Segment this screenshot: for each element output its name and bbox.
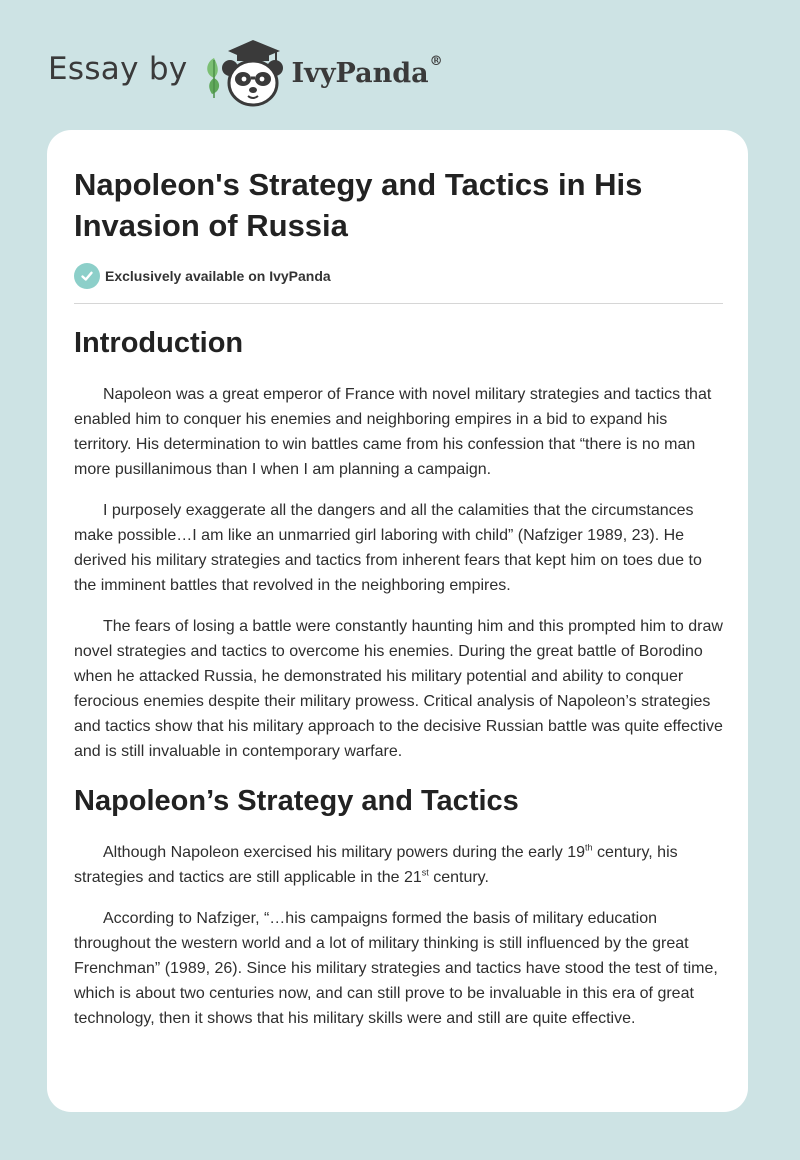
leaf-icon — [207, 58, 219, 98]
site-header — [48, 34, 443, 110]
registered-mark: ® — [429, 53, 443, 69]
exclusive-badge — [74, 263, 331, 289]
paragraph: The fears of losing a battle were constantly haunting him and this prompted him to draw novel strategies and tactics to overcome his enemies. During the great battle of Borodino when he attacked Russia, he demonstrated his military potential and ability to conquer ferocious enemies despite their military prowess. Critical analysis of Napoleon’s strategies and tactics show that his military approach to the decisive Russian battle was quite effective and is still invaluable in contemporary warfare. — [74, 618, 723, 760]
brand-name[interactable] — [291, 53, 443, 89]
divider — [74, 303, 723, 304]
paragraph-text: century. — [428, 869, 489, 886]
superscript: th — [585, 842, 593, 853]
brand-name-text: IvyPanda — [291, 57, 429, 89]
exclusive-label: Exclusively available on IvyPanda — [105, 268, 331, 284]
panda-graduate-logo-icon[interactable] — [202, 34, 294, 110]
essay-body — [74, 326, 724, 1031]
essay-card — [47, 130, 748, 1112]
superscript: st — [421, 867, 429, 878]
paragraph — [74, 840, 724, 890]
check-icon — [74, 263, 100, 289]
section-heading-strategy: Napoleon’s Strategy and Tactics — [74, 785, 519, 817]
paragraph: According to Nafziger, “…his campaigns formed the basis of military education throughout the western world and a lot of military thinking is still influenced by the great Frenchman” (1989, 26). Since his military strategies and tactics have stood the test of time, which is about two centuries now, and can still prove to be invaluable in this era of great technology, then it shows that his military skills were and still are quite effective. — [74, 910, 718, 1027]
page-title: Napoleon's Strategy and Tactics in His Invasion of Russia — [74, 167, 643, 243]
paragraph-text: century, his strategies and tactics are still applicable in the 21 — [74, 844, 678, 886]
paragraph: Napoleon was a great emperor of France with novel military strategies and tactics that enabled him to conquer his enemies and neighboring empires in a bid to expand his territory. His determination to win battles came from his confession that “there is no man more pusillanimous than I when I am planning a campaign. — [74, 386, 712, 478]
section-heading-introduction: Introduction — [74, 327, 244, 359]
paragraph: I purposely exaggerate all the dangers and all the calamities that the circumstances make possible…I am like an unmarried girl laboring with child” (Nafziger 1989, 23). He derived his military strategies and tactics from inherent fears that kept him on toes due to the imminent battles that revolved in the neighboring empires. — [74, 502, 702, 594]
paragraph-text: Although Napoleon exercised his military powers during the early 19 — [103, 844, 586, 861]
essay-by-label: Essay by — [48, 51, 188, 87]
